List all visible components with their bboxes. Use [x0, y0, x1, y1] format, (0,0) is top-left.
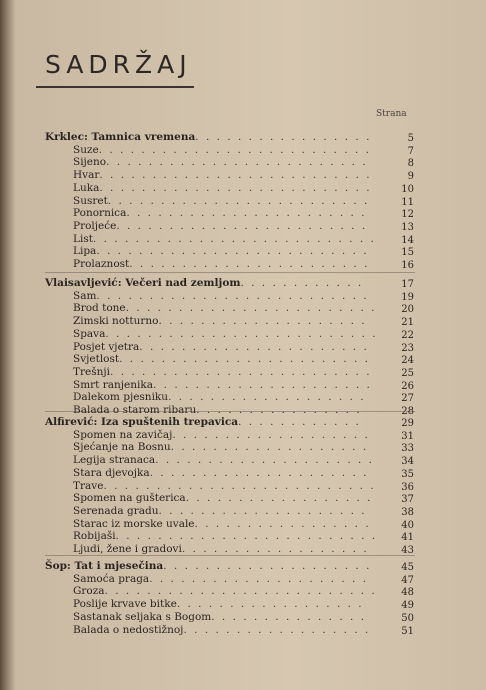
toc-entry-title: Smrt ranjenika	[73, 379, 153, 391]
toc-entry-page: 34	[401, 456, 414, 467]
toc-entry-page: 22	[401, 330, 414, 341]
dot-leader: . . . . . . . . . . . . . . . . . . . . . . . . .	[106, 156, 368, 168]
toc-entry-title: Samoća praga	[73, 573, 150, 585]
toc-entry	[73, 245, 369, 258]
toc-section-title: Šop: Tat i mjesečina	[45, 560, 164, 572]
toc-section-title: Alfirević: Iza spuštenih trepavica	[45, 416, 239, 428]
toc-entry-page: 35	[401, 469, 414, 480]
toc-entry-page: 8	[407, 158, 414, 169]
dot-leader: . . . . . . . . . . . . . . . . . . . . . . . . . .	[104, 585, 377, 597]
dot-leader: . . . . . . . . . . . . . . . . . . . .	[158, 315, 367, 327]
toc-entry-page: 10	[401, 184, 414, 195]
toc-entry-page: 51	[401, 626, 414, 637]
toc-entry	[73, 624, 370, 637]
dot-leader: . . . . . . . . . . . .	[240, 277, 364, 289]
toc-entry-page: 43	[401, 545, 414, 556]
toc-entry-title: Balada o nedostižnoj	[73, 624, 184, 636]
toc-entry-page: 27	[401, 393, 414, 404]
dot-leader: . . . . . . . . . . . . . . . . . . . . .	[152, 379, 372, 391]
toc-entry-title: Ponornica	[73, 207, 127, 219]
toc-entry	[73, 391, 366, 404]
dot-leader: . . . . . . . . . . . . . . .	[211, 611, 367, 623]
toc-entry-page: 41	[401, 532, 414, 543]
toc-entry-title: Brod tone	[73, 302, 126, 314]
toc-entry-title: Sijeno	[73, 156, 107, 168]
dot-leader: . . . . . . . . . . . . . . . . . . . . . . . . . .	[99, 182, 372, 194]
toc-entry-title: Sam	[73, 290, 97, 302]
toc-entry	[73, 328, 378, 341]
toc-entry-title: Groza	[73, 585, 105, 597]
toc-entry-page: 28	[401, 406, 414, 417]
dot-leader: . . . . . . . . . . . . . . . . . . . . . . . .	[125, 302, 377, 314]
toc-entry-title: Stara djevojka	[73, 467, 150, 479]
toc-entry-title: Spomen na gušterica	[73, 492, 186, 504]
toc-entry-page: 12	[401, 209, 414, 220]
toc-entry-page: 33	[401, 443, 414, 454]
toc-section-heading	[45, 277, 363, 290]
dot-leader: . . . . . . . . . . . . . . . . . . .	[170, 441, 369, 453]
toc-entry-page: 50	[401, 613, 414, 624]
dot-leader: . . . . . . . . . . . . . . . . . .	[181, 543, 369, 555]
dot-leader: . . . . . . . . . . . . . . . . . .	[176, 598, 364, 610]
toc-entry-title: Spava	[73, 328, 106, 340]
toc-entry-title: Balada o starom ribaru	[73, 404, 197, 416]
dot-leader: . . . . . . . . . . . . . . . . . . . . . . .	[129, 258, 370, 270]
toc-entry	[73, 611, 366, 624]
toc-entry-page: 9	[407, 171, 414, 182]
dot-leader: . . . . . . . . . . . . . . . . . . . . . . . . .	[110, 366, 372, 378]
dot-leader: . . . . . . . . . . . . . . . . . . . . . . . . . .	[103, 480, 376, 492]
toc-entry-page: 20	[401, 304, 414, 315]
dot-leader: . . . . . . . . . . . . . . . . . . . . . . . . .	[115, 530, 378, 542]
toc-entry	[73, 353, 370, 366]
toc-entry-title: Lipa	[73, 245, 97, 257]
toc-entry-page: 38	[401, 507, 414, 518]
toc-entry-page: 25	[401, 368, 414, 379]
toc-entry-title: Sjećanje na Bosnu	[73, 441, 171, 453]
dot-leader: . . . . . . . . . . . . . . . . . . . . . . . . . .	[96, 290, 369, 302]
toc-entry	[73, 169, 372, 182]
toc-section-heading	[45, 560, 371, 573]
dot-leader: . . . . . . . . . . . . . . . . . . .	[172, 429, 370, 441]
section-divider	[45, 555, 415, 556]
dot-leader: . . . . . . . . . . . . . . . . . . . .	[163, 560, 372, 572]
toc-entry-page: 26	[401, 381, 414, 392]
dot-leader: . . . . . . . . . . . . . . . . . . . . . . . . . .	[99, 169, 372, 181]
toc-entry-title: Hvar	[73, 169, 100, 181]
dot-leader: . . . . . . . . . . . . . . . . .	[195, 131, 372, 143]
dot-leader: . . . . . . . . . . . . . . . . . . . . .	[155, 454, 375, 466]
toc-entry-page: 15	[401, 247, 414, 258]
toc-entry-page: 40	[401, 520, 414, 531]
toc-entry-title: Robijaši	[73, 530, 116, 542]
page-title: SADRŽAJ	[45, 50, 192, 79]
toc-entry	[73, 182, 372, 195]
toc-entry-page: 13	[401, 222, 414, 233]
toc-entry	[73, 315, 367, 328]
dot-leader: . . . . . . . . . . . . . . . . . . . . . . . . . .	[98, 144, 371, 156]
toc-entry-title: Ljudi, žene i gradovi	[73, 543, 182, 555]
toc-entry-page: 48	[401, 587, 414, 598]
dot-leader: . . . . . . . . . . . . . . . . . . . . . . . . . .	[96, 245, 369, 257]
toc-entry	[73, 492, 373, 505]
dot-leader: . . . . . . . . . . . . . . . . . . . . .	[149, 467, 369, 479]
toc-entry-page: 36	[401, 482, 414, 493]
toc-entry-title: List	[73, 233, 93, 245]
toc-entry-title: Poslije krvave bitke	[73, 598, 177, 610]
toc-entry	[73, 207, 367, 220]
toc-entry-page: 21	[401, 317, 414, 328]
toc-entry-page: 31	[401, 431, 414, 442]
toc-entry	[73, 156, 368, 169]
toc-entry-page: 47	[401, 575, 414, 586]
toc-entry-page: 7	[407, 146, 414, 157]
toc-entry-title: Posjet vjetra	[73, 341, 140, 353]
toc-entry	[73, 302, 377, 315]
toc-entry-page: 24	[401, 355, 414, 366]
dot-leader: . . . . . . . . . . . . . . . . . . .	[168, 391, 366, 403]
toc-entry-page: 11	[401, 197, 414, 208]
toc-entry-title: Prolaznost	[73, 258, 130, 270]
toc-entry-title: Susret	[73, 195, 108, 207]
toc-entry	[73, 454, 374, 467]
toc-entry-page: 37	[401, 494, 414, 505]
toc-entry-title: Spomen na zavičaj	[73, 429, 173, 441]
dot-leader: . . . . . . . . . . . . . . . . . .	[185, 492, 373, 504]
toc-section-title: Vlaisavljević: Večeri nad zemljom	[45, 277, 241, 289]
toc-entry-title: Suze	[73, 144, 99, 156]
toc-entry-title: Trave	[73, 480, 104, 492]
toc-entry-title: Dalekom pjesniku	[73, 391, 169, 403]
toc-entry-title: Svjetlost	[73, 353, 120, 365]
toc-entry	[73, 467, 368, 480]
toc-section-page: 17	[401, 279, 414, 290]
dot-leader: . . . . . . . . . . . . . . . . . . . . . . . .	[119, 353, 370, 365]
dot-leader: . . . . . . . . . . . . . . . . . . . . . . . . . . .	[92, 233, 376, 245]
toc-entry	[73, 598, 364, 611]
toc-entry-title: Proljeće	[73, 220, 117, 232]
toc-entry	[73, 220, 367, 233]
toc-entry-page: 19	[401, 292, 414, 303]
toc-entry-title: Luka	[73, 182, 100, 194]
section-divider	[45, 411, 415, 412]
toc-entry-title: Legija stranaca	[73, 454, 156, 466]
dot-leader: . . . . . . . . . . . . . . . . . .	[183, 624, 371, 636]
dot-leader: . . . . . . . . . . . . . . . . . . . .	[158, 505, 367, 517]
toc-entry-title: Zimski notturno	[73, 315, 159, 327]
dot-leader: . . . . . . . . . . . . . . . . . . . . .	[149, 573, 369, 585]
toc-entry-title: Trešnji	[73, 366, 111, 378]
toc-entry-page: 16	[401, 260, 414, 271]
dot-leader: . . . . . . . . . . . . . . . .	[196, 404, 362, 416]
dot-leader: . . . . . . . . . . . . . . . . . . . . . . . . . .	[105, 328, 378, 340]
toc-section-heading	[45, 131, 371, 144]
dot-leader: . . . . . . . . . . . . . . . . . . . . . .	[139, 341, 369, 353]
toc-entry	[73, 530, 377, 543]
dot-leader: . . . . . . . . . . . .	[238, 416, 361, 428]
dot-leader: . . . . . . . . . . . . . . . . . . . . . . . . .	[107, 195, 370, 207]
toc-section-heading	[45, 416, 361, 429]
section-divider	[45, 272, 415, 273]
toc-section-page: 45	[401, 562, 414, 573]
toc-entry	[73, 505, 367, 518]
dot-leader: . . . . . . . . . . . . . . . . . . . . . . .	[126, 207, 367, 219]
toc-entry-page: 14	[401, 235, 414, 246]
toc-entry	[73, 441, 368, 454]
dot-leader: . . . . . . . . . . . . . . . . .	[194, 518, 371, 530]
toc-entry	[73, 366, 372, 379]
toc-section-page: 29	[401, 418, 414, 429]
toc-entry	[73, 585, 377, 598]
toc-section-title: Krklec: Tamnica vremena	[45, 131, 196, 143]
toc-section-page: 5	[407, 133, 414, 144]
toc-entry-page: 49	[401, 600, 414, 611]
toc-entry-title: Sastanak seljaka s Bogom	[73, 611, 212, 623]
toc-entry	[73, 258, 369, 271]
toc-entry-title: Starac iz morske uvale	[73, 518, 195, 530]
dot-leader: . . . . . . . . . . . . . . . . . . . . . . . .	[116, 220, 368, 232]
toc-entry-title: Serenada gradu	[73, 505, 159, 517]
toc-entry-page: 23	[401, 343, 414, 354]
page-column-label: Strana	[376, 109, 407, 119]
